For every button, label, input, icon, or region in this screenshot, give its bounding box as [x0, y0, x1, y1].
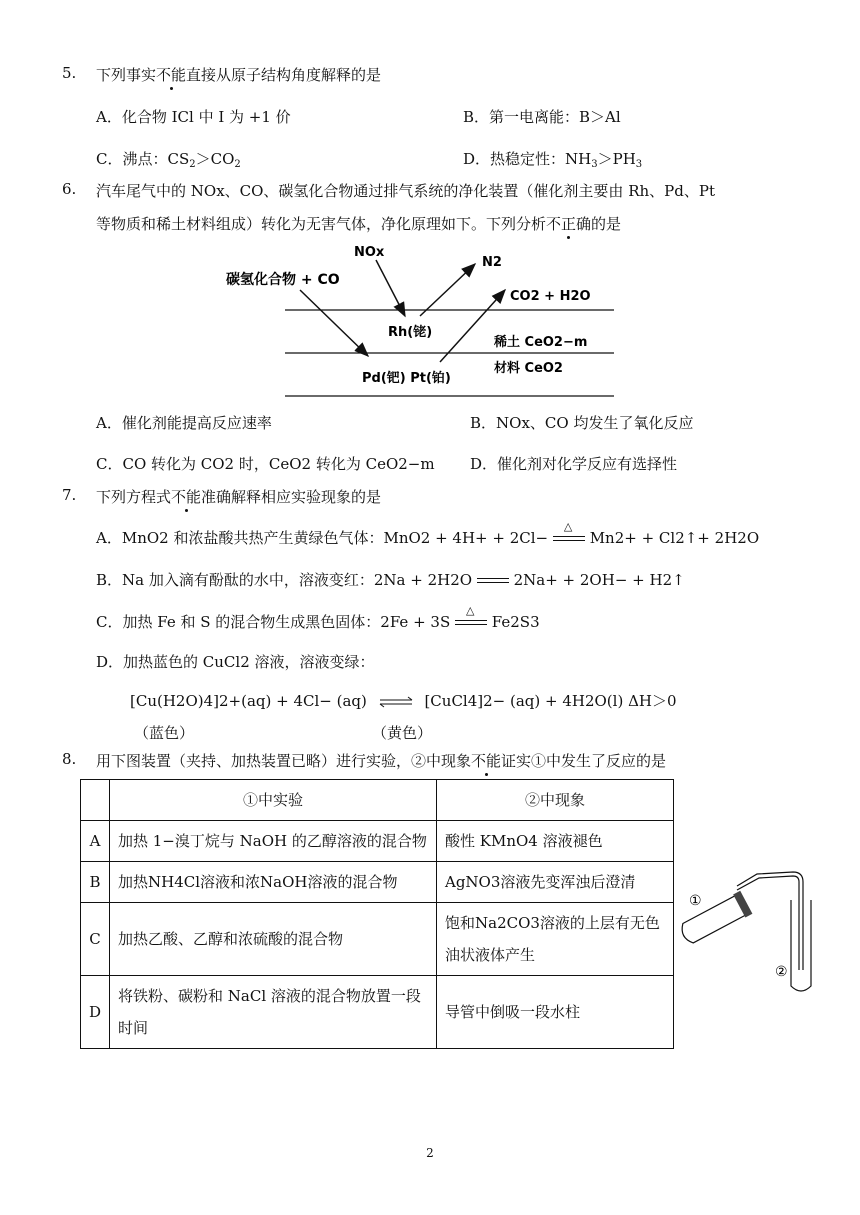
arrow-n2: [420, 264, 475, 316]
q5-c-b: ＞CO: [195, 150, 235, 168]
q7-option-c: [96, 604, 540, 632]
q5-number: 5.: [62, 64, 77, 82]
row-observation: AgNO3溶液先变浑浊后澄清: [437, 862, 674, 903]
q5-option-d: D．热稳定性：$NH_3>PH_3$: [463, 150, 643, 170]
q5-stem-a: 下列事实: [96, 66, 157, 84]
row-key: C: [81, 903, 110, 976]
row-experiment: 加热 1−溴丁烷与 NaOH 的乙醇溶液的混合物: [110, 821, 437, 862]
table-row: [81, 976, 674, 1049]
q5-stem: [96, 64, 381, 85]
row-experiment: 加热乙酸、乙醇和浓硫酸的混合物: [110, 903, 437, 976]
q8-stem-b: 证实①中发生了反应的是: [501, 752, 667, 770]
arrow-products: [440, 290, 505, 362]
label-tube-1: ①: [689, 893, 702, 909]
diagram-pd-pt: Pd(钯) Pt(铂): [362, 371, 451, 386]
eq-right: [CuCl4]2− (aq) + 4H2O(l) ΔH＞0: [424, 692, 677, 710]
arrow-reactants: [300, 290, 368, 356]
q7-emph: 不能: [171, 488, 202, 506]
q6-line2-a: 等物质和稀土材料组成）转化为无害气体，净化原理如下。下列分析: [96, 215, 547, 233]
table-row: [81, 903, 674, 976]
diagram-nox: NOx: [354, 245, 385, 260]
diagram-reactants: 碳氢化合物 + CO: [226, 272, 340, 288]
q7-number: 7.: [62, 486, 77, 504]
q7-option-a: [96, 520, 760, 548]
q5-option-c: C．沸点：$CS_2>CO_2$: [96, 150, 241, 170]
row-key: D: [81, 976, 110, 1049]
q7-stem: [96, 486, 381, 507]
experiment-table: [80, 779, 674, 1049]
q6-option-a: A．催化剂能提高反应速率: [96, 414, 272, 432]
heat-symbol: △: [466, 604, 475, 617]
q6-line2-b: 的是: [591, 215, 622, 233]
q5-d-b: ＞PH: [597, 150, 636, 168]
delivery-tube-icon: [737, 872, 803, 970]
label-tube-2: ②: [775, 964, 788, 980]
catalyst-diagram: [0, 236, 860, 406]
q6-line2: [96, 213, 621, 234]
diagram-rh: Rh(铑): [388, 325, 433, 340]
row-experiment: 将铁粉、碳粉和 NaCl 溶液的混合物放置一段时间: [110, 976, 437, 1049]
diagram-rare2: 材料 CeO2: [494, 361, 563, 376]
header-blank: [81, 780, 110, 821]
label-yellow: （黄色）: [372, 724, 433, 742]
q6-emph: 不正确: [546, 215, 592, 233]
equals-arrow: [553, 520, 585, 546]
q5-option-b: B．第一电离能：B＞Al: [463, 108, 621, 126]
q7-a-post: Mn2+ + Cl2↑+ 2H2O: [589, 529, 760, 547]
row-key: B: [81, 862, 110, 903]
q7-c-pre: C．加热 Fe 和 S 的混合物生成黑色固体：2Fe + 3S: [96, 613, 451, 631]
q6-option-c: C．CO 转化为 CO2 时，CeO2 转化为 CeO2−m: [96, 455, 435, 473]
q7-option-b: [96, 569, 685, 590]
q7-stem-a: 下列方程式: [96, 488, 172, 506]
row-key: A: [81, 821, 110, 862]
eq-left: [Cu(H2O)4]2+(aq) + 4Cl− (aq): [130, 692, 367, 710]
q7-b-pre: B．Na 加入滴有酚酞的水中，溶液变红：2Na + 2H2O: [96, 571, 473, 589]
table-row: [81, 821, 674, 862]
q5-stem-b: 直接从原子结构角度解释的是: [186, 66, 382, 84]
q7-c-post: Fe2S3: [491, 613, 540, 631]
table-header-row: [81, 780, 674, 821]
table-row: [81, 862, 674, 903]
heat-symbol: △: [563, 520, 573, 533]
header-observation: ②中现象: [437, 780, 674, 821]
row-observation: 酸性 KMnO4 溶液褪色: [437, 821, 674, 862]
q8-stem: [96, 750, 666, 771]
diagram-products: CO2 + H2O: [510, 289, 591, 304]
diagram-rare1: 稀土 CeO2−m: [494, 335, 588, 350]
test-tube-2-icon: [791, 900, 811, 991]
q5-d-a: D．热稳定性：NH: [463, 150, 592, 168]
q5-c-a: C．沸点：CS: [96, 150, 190, 168]
row-observation: 饱和Na2CO3溶液的上层有无色油状液体产生: [437, 903, 674, 976]
q7-stem-b: 准确解释相应实验现象的是: [201, 488, 382, 506]
q8-emph: 不能: [471, 752, 502, 770]
q8-number: 8.: [62, 750, 77, 768]
arrow-nox: [376, 260, 405, 316]
q6-option-b: B．NOx、CO 均发生了氧化反应: [470, 414, 694, 432]
q7-b-post: 2Na+ + 2OH− + H2↑: [513, 571, 685, 589]
row-observation: 导管中倒吸一段水柱: [437, 976, 674, 1049]
apparatus-diagram: [675, 860, 835, 1000]
q6-option-d: D．催化剂对化学反应有选择性: [470, 455, 678, 473]
label-blue: （蓝色）: [134, 724, 195, 742]
q8-stem-a: 用下图装置（夹持、加热装置已略）进行实验，②中现象: [96, 752, 472, 770]
equals-arrow: [455, 604, 487, 630]
diagram-n2: N2: [482, 255, 502, 270]
q6-number: 6.: [62, 180, 77, 198]
header-experiment: ①中实验: [110, 780, 437, 821]
q6-line1: 汽车尾气中的 NOx、CO、碳氢化合物通过排气系统的净化装置（催化剂主要由 Rh、Pd、Pt: [96, 182, 715, 200]
equilibrium-arrow-icon: [378, 696, 414, 708]
q7-a-pre: A．MnO2 和浓盐酸共热产生黄绿色气体：MnO2 + 4H+ + 2Cl−: [96, 529, 549, 547]
equals-arrow: [477, 574, 509, 588]
q5-option-a: A．化合物 ICl 中 I 为 +1 价: [96, 108, 291, 126]
row-experiment: 加热NH4Cl溶液和浓NaOH溶液的混合物: [110, 862, 437, 903]
q7-option-d: D．加热蓝色的 CuCl2 溶液，溶液变绿：: [96, 653, 375, 671]
q5-emph: 不能: [156, 66, 187, 84]
page-number: 2: [426, 1146, 434, 1160]
q7-equilibrium: [130, 690, 677, 711]
